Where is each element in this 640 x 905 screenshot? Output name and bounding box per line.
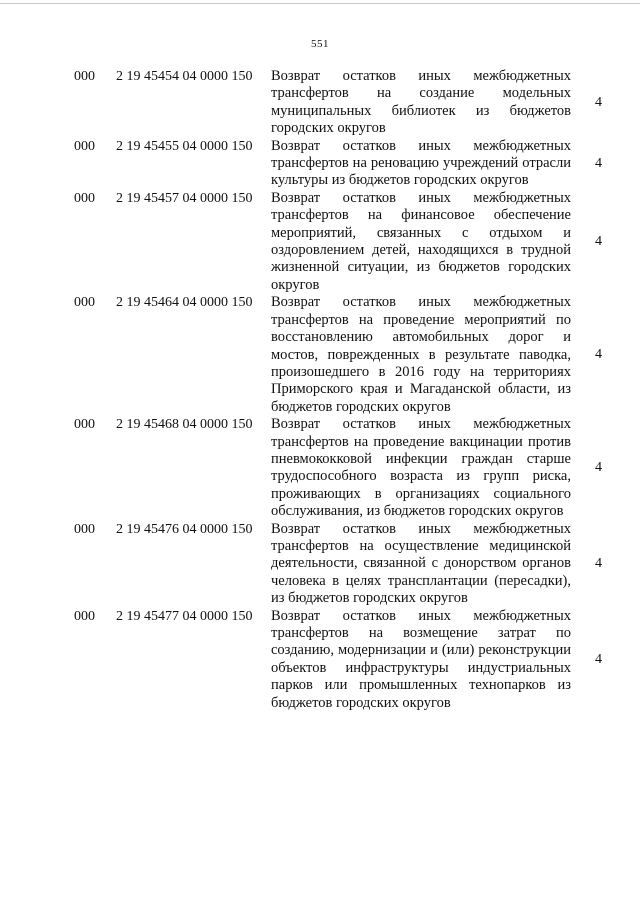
revenue-name: Возврат остатков иных межбюджетных трансфертов на возмещение затрат по созданию, модернизации и (или) реконструкции объектов инфраструктуры индустриальных парков или промышленных технопарков из бюджетов городских округов [271,607,571,711]
table-row [0,416,640,520]
admin-code: 000 [74,295,95,311]
budget-classification-code: 2 19 45468 04 0000 150 [116,417,253,433]
table-row [0,138,640,190]
revenue-name: Возврат остатков иных межбюджетных трансфертов на реновацию учреждений отрасли культуры из бюджетов городских округов [271,137,571,189]
revenue-name: Возврат остатков иных межбюджетных трансфертов на финансовое обеспечение мероприятий, связанных с отдыхом и оздоровлением детей, находящихся в трудной жизненной ситуации, из бюджетов городских округов [271,189,571,293]
budget-classification-code: 2 19 45477 04 0000 150 [116,608,253,624]
distribution-norm: 4 [595,556,602,572]
budget-classification-code: 2 19 45454 04 0000 150 [116,69,253,84]
distribution-norm: 4 [595,234,602,250]
revenue-name: Возврат остатков иных межбюджетных трансфертов на проведение вакцинации против пневмококковой инфекции граждан старше трудоспособного возраста из групп риска, проживающих в организациях социального обслуживания, из бюджетов городских округов [271,416,571,520]
table-row [0,190,640,294]
distribution-norm: 4 [595,347,602,363]
admin-code: 000 [74,608,95,624]
budget-classification-code: 2 19 45457 04 0000 150 [116,190,253,206]
table-row [0,68,640,138]
admin-code: 000 [74,521,95,537]
admin-code: 000 [74,417,95,433]
revenue-name: Возврат остатков иных межбюджетных трансфертов на проведение мероприятий по восстановлению автомобильных дорог и мостов, поврежденных в результате паводка, произошедшего в 2016 году на территориях Приморского края и Магаданской области, из бюджетов городских округов [271,294,571,415]
budget-classification-code: 2 19 45455 04 0000 150 [116,138,253,154]
table-row [0,608,640,712]
distribution-norm: 4 [595,460,602,476]
distribution-norm: 4 [595,94,602,110]
budget-classification-code: 2 19 45476 04 0000 150 [116,521,253,537]
scan-edge-line [0,3,640,4]
admin-code: 000 [74,69,95,84]
table-row [0,294,640,416]
distribution-norm: 4 [595,155,602,171]
budget-classification-code: 2 19 45464 04 0000 150 [116,295,253,311]
budget-code-table [0,68,640,712]
distribution-norm: 4 [595,651,602,667]
table-row [0,521,640,608]
revenue-name: Возврат остатков иных межбюджетных трансфертов на создание модельных муниципальных библиотек из бюджетов городских округов [271,68,571,137]
page-number: 551 [311,38,329,50]
revenue-name: Возврат остатков иных межбюджетных трансфертов на осуществление медицинской деятельности, связанной с донорством органов человека в целях трансплантации (пересадки), из бюджетов городских округов [271,520,571,607]
admin-code: 000 [74,138,95,154]
admin-code: 000 [74,190,95,206]
